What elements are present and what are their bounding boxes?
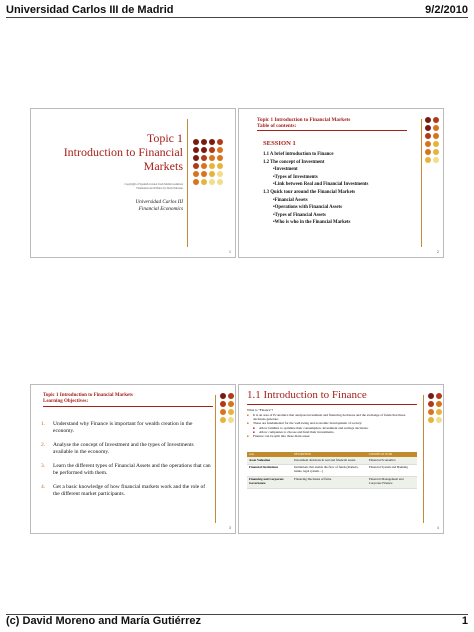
table-row xyxy=(247,464,417,476)
contents-item: 1.1 A brief introduction to Finance xyxy=(263,152,334,157)
dot-pattern xyxy=(193,139,223,185)
bullet-subitem: ■ Allow companies to choose and fund their investments. xyxy=(247,430,417,434)
table-cell: Financing and Corporate Governance xyxy=(247,476,292,488)
heading-rule xyxy=(247,404,417,405)
slide-1-title xyxy=(30,108,236,258)
page-footer xyxy=(6,614,468,628)
slide-number: 1 xyxy=(229,250,231,254)
dot-pattern xyxy=(428,393,442,423)
objective-text: Analyse the concept of Investment and the types of Investments available in the economy. xyxy=(53,442,194,455)
objective-item xyxy=(41,484,213,498)
slide-number: 3 xyxy=(229,526,231,530)
contents-subitem: •Operations with Financial Assets xyxy=(273,205,342,211)
slide-number: 4 xyxy=(437,526,439,530)
objective-text: Understand why Finance is important for wealth creation in the economy. xyxy=(53,421,193,434)
title-line: Introduction to Financial xyxy=(63,145,183,159)
university-line: Universidad Carlos III xyxy=(135,199,183,205)
copyright-note xyxy=(91,183,183,190)
slide-heading: 1.1 Introduction to Finance xyxy=(247,389,367,401)
objective-number: 3. xyxy=(41,463,46,469)
objectives-list xyxy=(41,421,213,505)
bullet-item: ■ Finance can be split into three main areas: xyxy=(247,434,417,438)
table-row xyxy=(247,457,417,464)
dot-pattern xyxy=(425,117,439,163)
slide-heading xyxy=(257,117,407,129)
header-institution: Universidad Carlos III de Madrid xyxy=(6,4,174,16)
table-cell: Financial Economics xyxy=(367,457,417,464)
heading-line: Table of contents: xyxy=(257,123,297,129)
slide-3-objectives xyxy=(30,384,236,534)
contents-list xyxy=(263,151,413,227)
heading-rule xyxy=(257,130,407,131)
slide-divider xyxy=(187,119,188,247)
objective-number: 2. xyxy=(41,442,46,448)
heading-rule xyxy=(43,406,213,407)
bullet-subitem: ■ Allow families to optimize their consumption, investment and savings decisions. xyxy=(247,426,417,430)
copyright-line: Translation and Edition by David Moreno xyxy=(136,186,183,190)
objective-item xyxy=(41,421,213,435)
table-cell: Financing Decisions of firms. xyxy=(292,476,367,488)
heading-line: Learning Objectives: xyxy=(43,399,89,404)
table-cell: Institutions that enable the flow of funds (markets, banks, legal system…) xyxy=(292,464,367,476)
objective-item xyxy=(41,463,213,477)
title-line: Topic 1 xyxy=(146,131,183,145)
table-header-cell: DESCRIPTION xyxy=(292,452,367,457)
page-header xyxy=(6,4,468,18)
slide-4-intro-finance xyxy=(238,384,444,534)
heading-line: Topic 1 Introduction to Financial Markets xyxy=(43,393,133,398)
session-label: SESSION 1 xyxy=(263,140,296,147)
table-header-cell: Area xyxy=(247,452,292,457)
contents-subitem: •Link between Real and Financial Investments xyxy=(273,182,369,188)
contents-subitem: •Who is who in the Financial Markets xyxy=(273,220,351,226)
slide-number: 2 xyxy=(437,250,439,254)
slide-divider xyxy=(423,395,424,523)
contents-subitem: •Financial Assets xyxy=(273,197,308,203)
contents-subitem: •Types of Financial Assets xyxy=(273,212,326,218)
bullet-item: ■ These are fundamental for the well-being and economic development of society: xyxy=(247,421,417,425)
footer-authors: (c) David Moreno and María Gutiérrez xyxy=(6,615,201,627)
objective-number: 1. xyxy=(41,421,46,427)
footer-page-number: 1 xyxy=(461,615,468,627)
contents-subitem: •Types of Investments xyxy=(273,174,318,180)
objective-text: Get a basic knowledge of how financial markets work and the role of the different market participants. xyxy=(53,484,206,497)
university-label xyxy=(91,199,183,213)
slide-divider xyxy=(215,395,216,523)
header-date: 9/2/2010 xyxy=(425,4,468,16)
table-cell: Investment decisions in real and financial assets. xyxy=(292,457,367,464)
slide-heading xyxy=(43,393,133,405)
finance-areas-table xyxy=(247,452,417,489)
table-cell: Financial Institutions xyxy=(247,464,292,476)
table-row xyxy=(247,476,417,488)
copyright-line: Copyright of Spanish version from Martin Gutiérrez xyxy=(124,183,183,186)
table-cell: Asset Valuation xyxy=(247,457,292,464)
objective-number: 4. xyxy=(41,484,46,490)
slide-title xyxy=(55,131,183,173)
table-header-cell: COURSES AT UC3M xyxy=(367,452,417,457)
objective-item xyxy=(41,442,213,456)
bullet-list xyxy=(247,413,417,438)
question-text: What is "Finance"? xyxy=(247,408,274,412)
university-line: Financial Economics xyxy=(138,206,183,212)
contents-subitem: •Investment xyxy=(273,167,298,173)
contents-item: 1.2 The concept of Investment xyxy=(263,159,325,165)
table-cell: Financial Management and Corporate Finance xyxy=(367,476,417,488)
objective-text: Learn the different types of Financial Assets and the operations that can be performed with them. xyxy=(53,463,211,476)
slide-2-contents xyxy=(238,108,444,258)
heading-line: Topic 1 Introduction to Financial Markets xyxy=(257,117,351,123)
dot-pattern xyxy=(220,393,234,423)
table-cell: Financial System and Banking xyxy=(367,464,417,476)
contents-item: 1.3 Quick tour around the Financial Markets xyxy=(263,189,356,195)
bullet-item: ■ It is an area of Economics that analyses investment and financing decisions and the exchange of funds that these decisions generate. xyxy=(247,413,417,421)
title-line: Markets xyxy=(143,159,183,173)
slide-divider xyxy=(421,119,422,247)
